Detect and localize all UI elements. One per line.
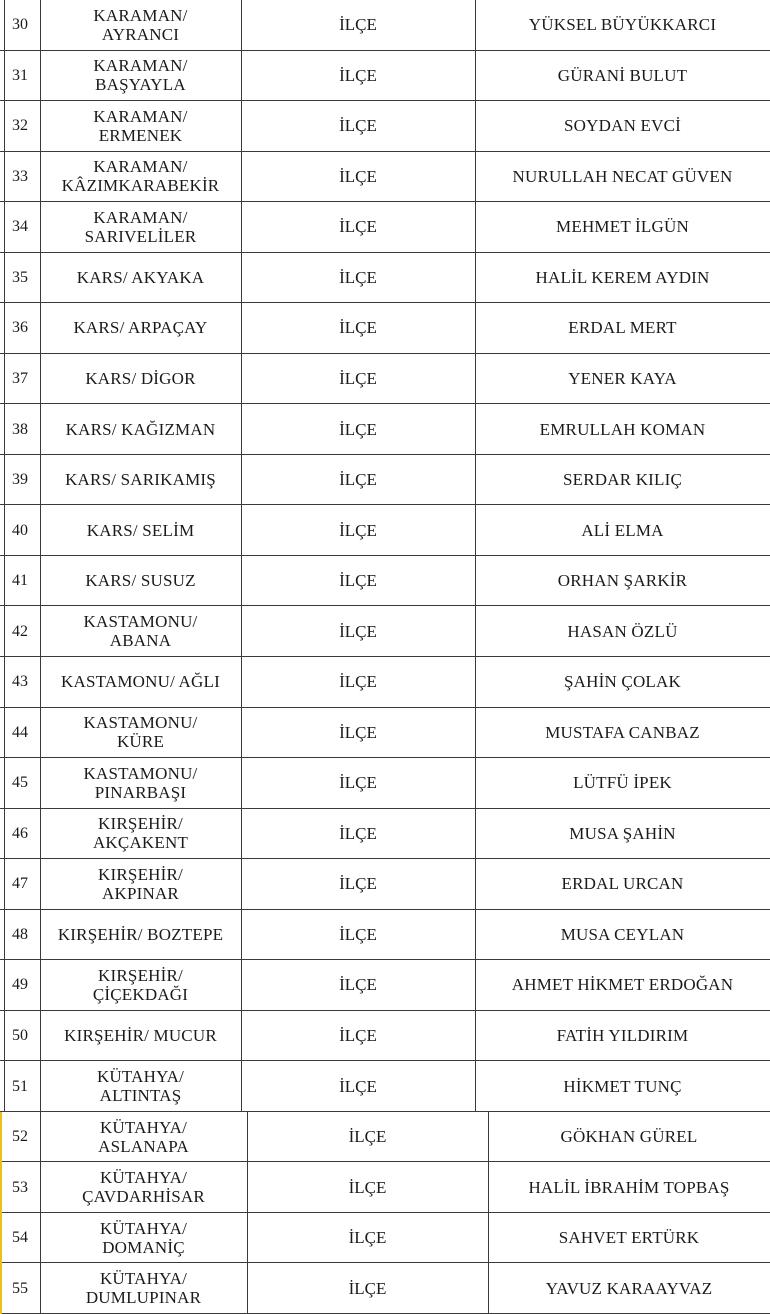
- column-divider: [40, 0, 41, 1112]
- person-name: HALİL KEREM AYDIN: [535, 267, 710, 287]
- row-number: 55: [12, 1279, 28, 1297]
- person-name: FATİH YILDIRIM: [556, 1026, 689, 1046]
- table-row: [0, 202, 770, 253]
- unit-type: İLÇE: [339, 217, 377, 237]
- person-name: ERDAL URCAN: [561, 874, 684, 894]
- unit-type: İLÇE: [339, 470, 377, 490]
- unit-type: İLÇE: [339, 672, 377, 692]
- unit-type: İLÇE: [348, 1177, 387, 1197]
- row-number: 47: [12, 875, 28, 893]
- district-name: KARS/ SELİM: [86, 520, 195, 540]
- person-name: ERDAL MERT: [568, 318, 677, 338]
- unit-type: İLÇE: [339, 116, 377, 136]
- row-number: 48: [12, 925, 28, 943]
- unit-type: İLÇE: [339, 520, 377, 540]
- table-row: [0, 859, 770, 910]
- table-row: [0, 657, 770, 708]
- row-number: 39: [12, 471, 28, 489]
- person-name: HİKMET TUNÇ: [563, 1076, 682, 1096]
- district-name: KIRŞEHİR/ AKPINAR: [98, 864, 183, 903]
- row-number: 54: [12, 1229, 28, 1247]
- unit-type: İLÇE: [348, 1278, 387, 1298]
- person-name: ORHAN ŞARKİR: [557, 571, 688, 591]
- row-number: 34: [12, 218, 28, 236]
- district-name: KÜTAHYA/ DUMLUPINAR: [85, 1269, 202, 1308]
- row-number: 31: [12, 66, 28, 84]
- person-name: MUSA ŞAHİN: [569, 823, 676, 843]
- row-number: 44: [12, 723, 28, 741]
- table-row: [0, 51, 770, 102]
- district-name: KARAMAN/ KÂZIMKARABEKİR: [61, 157, 220, 196]
- row-number: 46: [12, 824, 28, 842]
- unit-type: İLÇE: [339, 166, 377, 186]
- table-row: [0, 910, 770, 961]
- district-name: KARS/ SUSUZ: [85, 571, 196, 591]
- table-row: [0, 1112, 770, 1163]
- row-number: 40: [12, 521, 28, 539]
- table-row: [0, 708, 770, 759]
- table-row: [0, 253, 770, 304]
- district-name: KARS/ ARPAÇAY: [73, 318, 208, 338]
- district-name: KARS/ AKYAKA: [76, 267, 205, 287]
- column-divider: [475, 0, 476, 1112]
- highlight-marker: [0, 1112, 2, 1314]
- district-name: KASTAMONU/ KÜRE: [83, 713, 198, 752]
- row-number: 32: [12, 117, 28, 135]
- unit-type: İLÇE: [339, 15, 377, 35]
- district-name: KARS/ KAĞIZMAN: [65, 419, 216, 439]
- district-name: KARAMAN/ ERMENEK: [93, 106, 188, 145]
- table-row: [0, 1263, 770, 1314]
- unit-type: İLÇE: [339, 318, 377, 338]
- table-row: [0, 303, 770, 354]
- district-name: KARAMAN/ BAŞYAYLA: [93, 56, 188, 95]
- unit-type: İLÇE: [339, 65, 377, 85]
- district-name: KASTAMONU/ PINARBAŞI: [83, 763, 198, 802]
- unit-type: İLÇE: [339, 823, 377, 843]
- row-number: 36: [12, 319, 28, 337]
- unit-type: İLÇE: [348, 1127, 387, 1147]
- person-name: MUSTAFA CANBAZ: [545, 722, 700, 742]
- person-name: MUSA CEYLAN: [560, 924, 685, 944]
- table-row: [0, 505, 770, 556]
- district-name: KASTAMONU/ AĞLI: [61, 672, 220, 692]
- column-divider: [40, 1112, 41, 1314]
- row-number: 38: [12, 420, 28, 438]
- row-number: 35: [12, 268, 28, 286]
- row-number: 52: [12, 1128, 28, 1146]
- district-name: KÜTAHYA/ DOMANİÇ: [99, 1218, 188, 1257]
- person-name: GÜRANİ BULUT: [557, 65, 688, 85]
- person-name: GÖKHAN GÜREL: [560, 1127, 698, 1147]
- person-name: SERDAR KILIÇ: [562, 470, 683, 490]
- district-name: KASTAMONU/ ABANA: [83, 612, 198, 651]
- table-row: [0, 606, 770, 657]
- person-name: AHMET HİKMET ERDOĞAN: [511, 975, 734, 995]
- person-name: HASAN ÖZLÜ: [567, 621, 678, 641]
- unit-type: İLÇE: [348, 1228, 387, 1248]
- table-row: [0, 101, 770, 152]
- person-name: SAHVET ERTÜRK: [558, 1228, 700, 1248]
- row-number: 43: [12, 673, 28, 691]
- district-name: KIRŞEHİR/ AKÇAKENT: [92, 814, 189, 853]
- row-number: 30: [12, 16, 28, 34]
- unit-type: İLÇE: [339, 267, 377, 287]
- person-name: YAVUZ KARAAYVAZ: [545, 1278, 713, 1298]
- table-row: [0, 1213, 770, 1264]
- unit-type: İLÇE: [339, 1076, 377, 1096]
- unit-type: İLÇE: [339, 419, 377, 439]
- person-name: LÜTFÜ İPEK: [573, 773, 672, 793]
- unit-type: İLÇE: [339, 773, 377, 793]
- unit-type: İLÇE: [339, 571, 377, 591]
- row-number: 42: [12, 622, 28, 640]
- district-name: KIRŞEHİR/ MUCUR: [64, 1026, 217, 1046]
- district-name: KÜTAHYA/ ÇAVDARHİSAR: [82, 1168, 205, 1207]
- row-number: 50: [12, 1027, 28, 1045]
- district-name: KARS/ DİGOR: [85, 369, 196, 389]
- table-row: [0, 960, 770, 1011]
- person-name: ALİ ELMA: [581, 520, 664, 540]
- district-name: KÜTAHYA/ ALTINTAŞ: [96, 1067, 185, 1106]
- unit-type: İLÇE: [339, 369, 377, 389]
- person-name: YENER KAYA: [568, 369, 677, 389]
- district-name: KIRŞEHİR/ ÇİÇEKDAĞI: [92, 965, 189, 1004]
- column-divider: [247, 1112, 248, 1314]
- column-divider: [488, 1112, 489, 1314]
- unit-type: İLÇE: [339, 621, 377, 641]
- table-row: [0, 0, 770, 51]
- row-number: 49: [12, 976, 28, 994]
- person-name: YÜKSEL BÜYÜKKARCI: [528, 15, 717, 35]
- unit-type: İLÇE: [339, 975, 377, 995]
- table-row: [0, 1061, 770, 1112]
- table-row: [0, 404, 770, 455]
- district-name: KÜTAHYA/ ASLANAPA: [98, 1117, 189, 1156]
- row-number: 53: [12, 1178, 28, 1196]
- table-row: [0, 1011, 770, 1062]
- table-row: [0, 556, 770, 607]
- district-name: KARAMAN/ AYRANCI: [93, 5, 188, 44]
- person-name: EMRULLAH KOMAN: [539, 419, 706, 439]
- unit-type: İLÇE: [339, 924, 377, 944]
- district-name: KARS/ SARIKAMIŞ: [65, 470, 216, 490]
- table-row: [0, 455, 770, 506]
- row-number: 33: [12, 167, 28, 185]
- person-name: ŞAHİN ÇOLAK: [564, 672, 681, 692]
- table-row: [0, 758, 770, 809]
- person-name: SOYDAN EVCİ: [564, 116, 681, 136]
- unit-type: İLÇE: [339, 722, 377, 742]
- table-left-border: [4, 0, 5, 1112]
- table-row: [0, 809, 770, 860]
- unit-type: İLÇE: [339, 874, 377, 894]
- district-name: KARAMAN/ SARIVELİLER: [84, 207, 197, 246]
- person-name: MEHMET İLGÜN: [556, 217, 689, 237]
- row-number: 41: [12, 572, 28, 590]
- table-row: [0, 152, 770, 203]
- person-name: HALİL İBRAHİM TOPBAŞ: [528, 1177, 730, 1197]
- table-row: [0, 354, 770, 405]
- district-name: KIRŞEHİR/ BOZTEPE: [57, 924, 224, 944]
- row-number: 45: [12, 774, 28, 792]
- person-name: NURULLAH NECAT GÜVEN: [512, 166, 733, 186]
- row-number: 37: [12, 370, 28, 388]
- row-number: 51: [12, 1077, 28, 1095]
- unit-type: İLÇE: [339, 1026, 377, 1046]
- table-row: [0, 1162, 770, 1213]
- column-divider: [241, 0, 242, 1112]
